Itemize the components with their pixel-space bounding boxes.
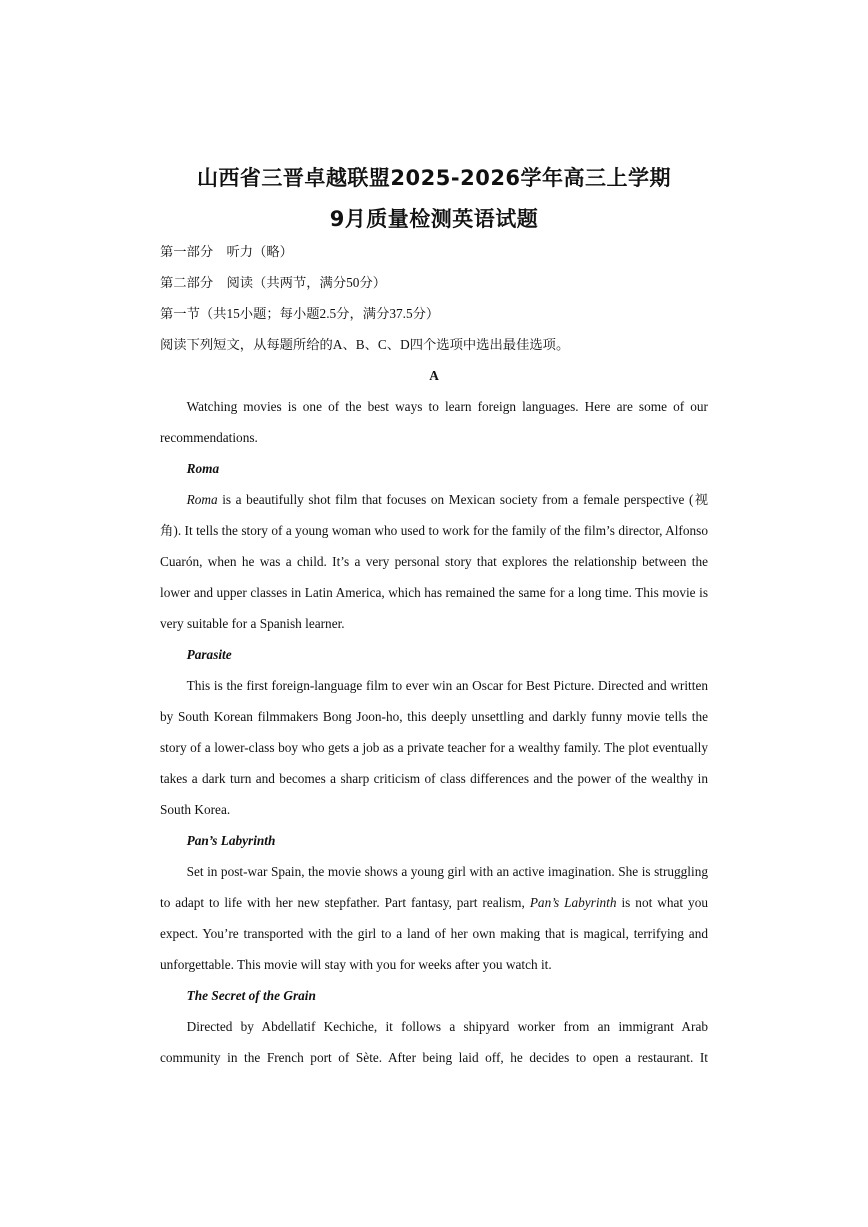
movie-text-roma-body: is a beautifully shot film that focuses on Mexican society from a female perspective (视角). It tells the story of a young woman who used to work for the family of the film’s director, Alfonso Cuarón, when he was a child. It’s a very personal story that explores the relationship between the lower and upper classes in Latin America, which has remained the same for a long time. This movie is very suitable for a Spanish learner.: [160, 492, 708, 631]
movie-text-pans-labyrinth: [160, 856, 708, 980]
movie-heading-pans-labyrinth: Pan’s Labyrinth: [186, 833, 276, 848]
document-title-line1: 山西省三晋卓越联盟2025-2026学年高三上学期: [196, 166, 672, 190]
document-title-line2: 9月质量检测英语试题: [329, 207, 539, 231]
inline-title-pans-labyrinth: Pan’s Labyrinth: [529, 895, 617, 910]
movie-text-pans-before: Set in post-war Spain, the movie shows a young girl with an active imagination. She is struggling to adapt to life with her new stepfather. Part fantasy, part realism,: [160, 864, 708, 910]
movie-heading-secret-of-the-grain: The Secret of the Grain: [186, 988, 316, 1003]
movie-heading-roma: Roma: [186, 461, 220, 476]
passage-intro: Watching movies is one of the best ways to learn foreign languages. Here are some of our recommendations.: [160, 399, 708, 445]
section-listening: 第一部分 听力（略）: [160, 244, 293, 259]
section-part-one: 第一节（共15小题；每小题2.5分，满分37.5分）: [160, 306, 440, 321]
movie-text-secret-of-the-grain: Directed by Abdellatif Kechiche, it follows a shipyard worker from an immigrant Arab community in the French port of Sète. After being laid off, he decides to open a restaurant. It: [160, 1019, 708, 1065]
passage-label: A: [429, 368, 439, 383]
section-reading: 第二部分 阅读（共两节，满分50分）: [160, 275, 387, 290]
reading-instruction: 阅读下列短文，从每题所给的A、B、C、D四个选项中选出最佳选项。: [160, 337, 570, 352]
movie-heading-parasite: Parasite: [186, 647, 232, 662]
inline-title-roma: Roma: [186, 492, 218, 507]
movie-text-parasite: This is the first foreign-language film to ever win an Oscar for Best Picture. Directed and written by South Korean filmmakers Bong Joon-ho, this deeply unsettling and darkly funny movie tells the story of a lower-class boy who gets a job as a private teacher for a wealthy family. The plot eventually takes a dark turn and becomes a sharp criticism of class differences and the power of the wealthy in South Korea.: [160, 678, 708, 817]
movie-text-pans-after: is not what you expect. You’re transported with the girl to a land of her own making that is magical, terrifying and unforgettable. This movie will stay with you for weeks after you watch it.: [160, 895, 708, 972]
document-body: [160, 236, 708, 1073]
movie-text-roma: [160, 484, 708, 639]
